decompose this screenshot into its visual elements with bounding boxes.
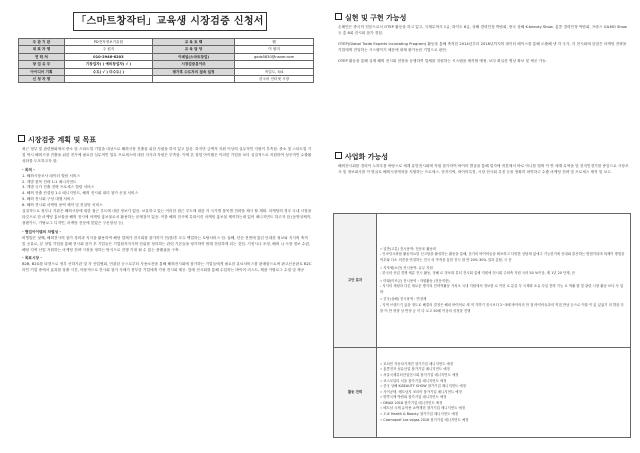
info-label: 교 육 트 랙: [152, 39, 234, 46]
info-label: 신 청 자 명: [19, 76, 65, 83]
detail-label: 활동 전력: [334, 348, 377, 438]
section-heading-feasibility: [335, 13, 406, 23]
section-heading-commercialization: [335, 152, 388, 162]
detail-label: 고안 효과: [334, 214, 377, 348]
target-market-title: - 목표시장 -: [22, 256, 42, 261]
commercialization-paragraph: 해외전시회를 경력이 노하우를 바탕으로 세계 유망전시회에 직접 참가하여 바이어 발굴을 통해 업자에 귀혼에서 바로 아니를 열며 이 안 세계 무역을 및 현지인경기를 증감으로 시장조사 및 정보회사를 이 발굴로 해외시장개척을 지원하는 프로세스. 현지지역, 바이어특징, 시장 전시회 특징 등을 정확히 파악하고 수출 마케팅 전략 및 프로세스 제작 및 보고.: [338, 164, 629, 174]
section-heading-plan: [18, 135, 96, 145]
detail-line: - 한국의 산업 경쟁 체류 진시 활동, 정해 로 정보화 뷰티 전시회 업체 지원에 전시회 주최측 지원 국어 50 %이상, 제 1년 20 단계, 문: [380, 271, 575, 276]
detail-line: ∙ 지자체(소간) 전시용역: 유무 지원: [380, 265, 433, 270]
table-row: [19, 61, 314, 68]
activity-detail-table: [333, 213, 631, 438]
checkbox-icon: [335, 13, 342, 20]
differentiation-description: 비영업은 첫째, 해외전시의 참가 경력과 지식을 활용하여 해당 업체가 전시회를 참가하기 전/중/후 모두 백업하는 토탈서비스 임. 둘째, 단순 전면에 있던 단대한 정보와 지식의 축적 및 공유로, 본 창업 기업을 통해 전시회 참가 후 기업들은 기업원자지식의 단위를 정리하는 관련 기본들을 평가하여 합계 전달하게 되는 것임. 기전시나 조정, 해외 나 시장 정보 수렴, 해당 지역 산업 지원하는 마케팅 전략 시장을 정하는 방식으로 진행 기대 될 수 있는 플랫폼을 구축.: [22, 235, 311, 252]
detail-line: ∙ 일반(고분) 전시용역: 전문조 활동비: [380, 246, 437, 251]
checkbox-icon: [18, 135, 25, 142]
detail-line: ∙ 홍콩전자 섬유산업 참가기업 매니지먼트 예정: [380, 367, 450, 372]
feasibility-paragraph: 손혜민은 중국학 전문으로서 OTEP 활동을 하고 있고, 국제무역사 1급, 화이트 6급, 상해 경력인정 박람회, 중국 상해 K-beauty Show, 홍콩 경력인정 박람회, 프랑스 GILMO Show 등 총 8회 전시회 참가 경험.: [338, 25, 627, 35]
feasibility-paragraph: OTEP(Global Trade Experts incubating Program) 활동을 통해 축적한 2014년부터 2018년까지의 데이터 베이스를 통해 도출해 낸 각 국가, 각 전시회에 알맞은 마케팅 전략을 기업에게 전달하는 시스템이기 때문에 대체 불가능한 기업으로 판단.: [338, 41, 627, 52]
info-value: gods5830@naver.com: [235, 53, 314, 60]
goals-title: - 목적 -: [22, 167, 35, 172]
detail-line: ∙ 미래(이조금) 전시용역 : 자원활동 (전문직종): [380, 278, 450, 283]
info-label: 교 육 담 당: [152, 46, 234, 53]
info-label: 평가후 수도자의 접속 일정: [152, 68, 234, 75]
differentiation-title: - 협업아이템의 차별성 -: [22, 229, 61, 234]
detail-line: ∙ 도쿄 Health & Beauty 참가기업 매니지먼트 예정: [380, 412, 458, 417]
info-value: 010-2946-6203: [64, 53, 152, 60]
detail-content: [377, 214, 631, 348]
info-value: 수도( √ ) 미수도( ): [64, 68, 152, 75]
feasibility-body: [338, 25, 631, 65]
detail-line: ∙ 방콕국제 박람회 참가기업 매니지먼트 예정: [380, 395, 447, 400]
goal-item: 2. 개별 품목 전략 1:1 매니지먼트: [22, 179, 77, 184]
info-value: 한국어 인터넷 시장: [235, 76, 314, 83]
detail-line: ∙ 호치민 자동차기계전 참가기업 매니지먼트 예정: [380, 361, 454, 366]
info-label: 주 관 기 관: [19, 39, 65, 46]
detail-line: ∙ 서울국제뷰티산업전시회 참가기업 매니지먼트 예정: [380, 372, 459, 377]
info-label: 이메일(스마트창업): [152, 53, 234, 60]
info-value: [152, 76, 234, 83]
section-heading-text: 실현 및 구현 가능성: [345, 14, 407, 22]
detail-line: ∙ 코스모뷰티 서울 참가기업 매니지먼트 예정: [380, 378, 447, 383]
goal-item: 3. 개별 국가 진출 전략 프로세스 열람 서비스: [22, 185, 95, 190]
info-value: 이 원미: [235, 46, 314, 53]
table-row: [19, 76, 314, 83]
applicant-info-table: [18, 38, 314, 83]
info-label: 시장검증분야조: [152, 61, 234, 68]
detail-line: ∙ Cosmoprof Las vegas 2018 참가기업 매니지먼트 예정: [380, 417, 469, 422]
detail-line: - 인코딩시화합 활동자요한 신고담을 활성하는 활동을 통해, 문가의 바이어들을 확보하고 다양한 상담채 없애주 기능한거에 신대와 출산하는 방법이되며 복제이 방법을 여부와 다소 의견을 연결하는 전시 의 목적을 통한 전시 참 만 20% 30% 결과 총합, 국 문: [380, 252, 625, 262]
info-value: 웹: [235, 39, 314, 46]
goals-description: 실질적으로 정부나 기관은 해외시장에 대한 접근 루트에 대한 정보가 없음. 보유하고 있는 이러한 접근 루트에 대한 각 국가별 품목별 전략을 제시 할 계획. 마케팅의 경우 국내 시장을 타깃으로 한 마케팅 홍보물을 해외 전시에 마케팅 홍보물로서 활용하는 문제점이 있음. 이를 해외 전시에 특화시킨 마케팅 홍보물 제작하는데 있어 매니지먼트 하고자 함 (동영상제작, 플랜카드, 카탈로그 디자인, 마케팅 전문에 맞았은 구운함성 등): [22, 209, 312, 225]
section-heading-text: 사업화 가능성: [345, 153, 389, 161]
target-market-description: B2B, B2G를 타겟으로 정부 산하기관 및 각 산업협회, 민관된 등으로부터 사용소잔을 통해 해외전시회에 참가하는 기업들에게 필요한 유료서비스를 판매함으로써 판고신문판로 B2C라인 기업 중에서 효과를 창출 시간, 비용적으로 전시회 참가 사례가 풍부한 기업에게 가장 전시회 제공. 앞에 전시회를 통해 수입하는 바이어 리스트, 제품 카탈로그 수집 및 제공: [22, 262, 312, 273]
goal-item: 4. 해외 진출 컨설팅 1:1 매니지먼트, 해외 전시회 대리 참가 신청 서비스: [22, 191, 139, 196]
detail-line: ∙ 베트남 국제 유아용 쇼박재한 참가기업 매니지먼트 예정: [380, 406, 465, 411]
info-value: [235, 61, 314, 68]
table-row: [19, 68, 314, 75]
info-label: 창 업 유 무: [19, 61, 65, 68]
section-heading-text: 시장검증 계획 및 목표: [28, 136, 97, 144]
plan-body: [22, 147, 312, 274]
table-row: [334, 214, 631, 348]
goal-item: 6. 해외 전시회 마케팅 용역 제작 및 컨설팅 서비스: [22, 203, 103, 208]
info-value: 직업도, 5/4: [235, 68, 314, 75]
detail-content: [377, 348, 631, 438]
checkbox-icon: [335, 152, 342, 159]
feasibility-paragraph: OTEP 활동을 통해 실제 해외 전시회 현장을 동행하여 업체를 지원하는 시스템을 제작할 예정. 보다 확실한 영상 확보 및 제공 가능.: [338, 58, 547, 63]
goal-item: 5. 해외 전시회 구성 대행 서비스: [22, 197, 75, 202]
info-label: 아이디어 기획: [19, 68, 65, 75]
table-row: [19, 39, 314, 46]
table-row: [19, 53, 314, 60]
detail-line: ∙ 중국 상해 K-BEAUTY SHOW 참가기업 매니지먼트 예정: [380, 384, 466, 389]
info-label: 연 락 처: [19, 53, 65, 60]
detail-line: ∙ DMAX 2018 참가기업 매니지먼트 예정: [380, 400, 443, 405]
commercialization-body: [338, 164, 631, 176]
detail-line: - 지역 브랜드기 있을 정도로 해결의 결정은 해외 바이어로 세 적 가하기 전시보다 2~3배 바이어의 만 점 바이어들과의 직접 만남 등으로 이룰 이 있 있었기 의 발된 다를 이 만 영향 상 반정 등 이 다 로고 50배 이상의 성정을 진행: [380, 303, 624, 313]
detail-line: ∙ 중국(상해) 전시용역 : 연정제: [380, 297, 427, 302]
document-title: 「스마트창작터」교육생 시장검증 신청서: [73, 12, 267, 31]
table-row: [334, 348, 631, 438]
info-value: PD전자정보기술원: [64, 39, 152, 46]
detail-line: - 지식의 재평과 다른 새로운 방식의 전략적활동 가치오 국내 지원에서 정보를 로 이런 로 분류 부 국제화 소유 사업 전략 기능 로 역활 합 및 관련 시장 활동 보다 사 업 바: [380, 284, 624, 294]
plan-intro: 최근 정부 및 관련협회에서 중소 및 스타트업 기업을 대상으로 해외시장 진출을 위한 지원을 하지 있고 있음. 하지만 금액적 지원 이상의 실무적인 지원이 부족함. 중소 및 스타트업 기업 역시 해외시장 진출을 위한 전가예 필요한 실무적인 업무 프로세스에 대한 지식과 자원은 부족함. 이에 본 창업 아이템은 이러한 기업을 보다 실질적으로 지원하여 성공적인 수출활성화를 도모하고자 함.: [22, 147, 312, 163]
goal-item: 1. 해외시장조사 데이터 열람 서비스: [22, 173, 81, 178]
info-value: [64, 76, 152, 83]
table-row: [19, 46, 314, 53]
info-value: 기창업자( ) 예비창업자( √ ): [64, 61, 152, 68]
detail-line: ∙ 사이공텍, 베트남지 코리아 참가기업 매니지먼트 예정: [380, 389, 462, 394]
info-value: 주 원지: [64, 46, 152, 53]
info-label: 대 표 자 명: [19, 46, 65, 53]
